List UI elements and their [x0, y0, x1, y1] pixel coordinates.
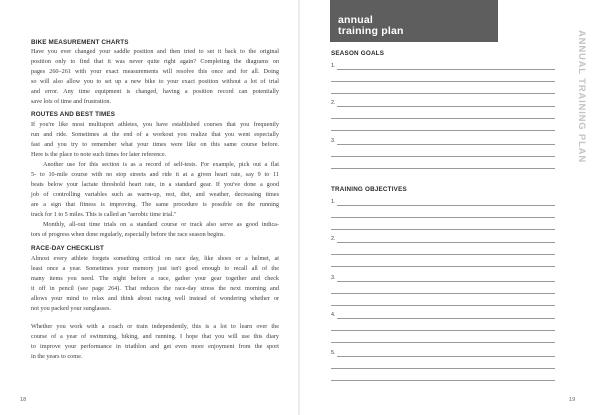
writing-line[interactable] [331, 81, 555, 82]
writing-line[interactable] [331, 254, 555, 255]
writing-line[interactable] [337, 318, 555, 319]
body-line: to improve your performance in triathlon and get even more enjoyment from the sport [31, 343, 279, 350]
writing-line[interactable] [337, 281, 555, 282]
writing-line[interactable] [337, 106, 555, 107]
writing-line[interactable] [331, 266, 555, 267]
body-line: tors of progress when done regularly, especially before the race season begins. [31, 231, 225, 238]
body-line: Here is the place to note such times for later reference. [31, 151, 167, 158]
body-line: and error. Any time equipment is changed, having a position record can potentially [31, 88, 279, 95]
body-line: are a sign that fitness is improving. The same procedure is possible on the running [31, 201, 279, 208]
body-line: Another use for this section is as a record of self-tests. For example, pick out a flat [43, 161, 279, 168]
body-line: Whether you work with a coach or train independently, this is a lot to learn over the [31, 323, 279, 330]
heading-race-day-checklist: RACE-DAY CHECKLIST [31, 245, 105, 252]
body-line: so will also allow you to set up a new bike to your exact position without a lot of trial [31, 78, 279, 85]
heading-season-goals: SEASON GOALS [331, 50, 385, 57]
objective-number: 3. [331, 275, 336, 281]
writing-line[interactable] [331, 330, 555, 331]
writing-line[interactable] [337, 356, 555, 357]
writing-line[interactable] [331, 368, 555, 369]
section-title-line1: annual [338, 14, 374, 26]
objective-number: 1. [331, 199, 336, 205]
section-title-block [330, 0, 498, 42]
body-line: Monthly, all-out time trials on a standard course or track also serve as good indica- [43, 221, 279, 228]
body-line: 5- to 10-mile course with no stop streets and ride it at a given heart rate, say 9 to 11 [31, 171, 279, 178]
writing-line[interactable] [331, 342, 555, 343]
body-line: least once a year. Sometimes your memory just isn't good enough to recall all of the [31, 265, 279, 272]
body-line: run and ride. Sometimes at the end of a workout you realize that you went especially [31, 131, 279, 138]
writing-line[interactable] [331, 305, 555, 306]
right-page [300, 0, 600, 415]
writing-line[interactable] [331, 380, 555, 381]
writing-line[interactable] [331, 217, 555, 218]
heading-routes-and-best-times: ROUTES AND BEST TIMES [31, 111, 116, 118]
writing-line[interactable] [331, 168, 555, 169]
body-line: allows your mind to relax and think about racing well instead of wondering whether or [31, 295, 279, 302]
writing-line[interactable] [331, 118, 555, 119]
writing-line[interactable] [337, 144, 555, 145]
goal-number: 3. [331, 138, 336, 144]
body-line: If you're like most multisport athletes, you have established courses that you frequently [31, 121, 279, 128]
body-line: position only to find that it was never quite right again? Completing the diagrams on [31, 58, 279, 65]
side-tab [573, 30, 587, 163]
side-tab-label: ANNUAL TRAINING PLAN [576, 30, 587, 163]
page-number-left: 18 [20, 397, 27, 403]
body-line: save lots of time and frustration. [31, 98, 112, 105]
writing-line[interactable] [331, 293, 555, 294]
page-number-right: 19 [569, 397, 576, 403]
objective-number: 2. [331, 236, 336, 242]
body-line: track for 1 to 5 miles. This is called an "aerobic time trial." [31, 211, 177, 218]
section-title-line2: training plan [338, 25, 404, 37]
writing-line[interactable] [337, 242, 555, 243]
body-line: Almost every athlete forgets something critical on race day, like shoes or a helmet, at [31, 255, 279, 262]
book-gutter [298, 0, 300, 415]
writing-line[interactable] [331, 229, 555, 230]
body-line: not you packed your sunglasses. [31, 305, 111, 312]
writing-line[interactable] [331, 93, 555, 94]
body-line: Have you ever changed your saddle position and then tried to set it back to the original [31, 48, 279, 55]
writing-line[interactable] [337, 205, 555, 206]
body-line: pages 260–261 with your exact measurements will resolve this once and for all. Doing [31, 68, 279, 75]
body-line: job of controlling variables such as warm-up, rest, diet, and weather, decreasing times [31, 191, 279, 198]
writing-line[interactable] [331, 156, 555, 157]
objective-number: 4. [331, 312, 336, 318]
heading-bike-measurement-charts: BIKE MEASUREMENT CHARTS [31, 39, 129, 46]
body-line: course of a year of swimming, biking, and running. I hope that you will use this diary [31, 333, 279, 340]
body-line: many items you need. The night before a race, gather your gear together and check [31, 275, 279, 282]
goal-number: 1. [331, 63, 336, 69]
body-line: in the years to come. [31, 353, 83, 360]
body-line: beats below your lactate threshold heart rate, in a standard gear. If you've done a good [31, 181, 279, 188]
body-line: fast and you try to remember what your times were like on this same course before. [31, 141, 279, 148]
goal-number: 2. [331, 100, 336, 106]
heading-training-objectives: TRAINING OBJECTIVES [331, 186, 407, 193]
objective-number: 5. [331, 350, 336, 356]
body-line: it off in pencil (see page 264). That reduces the race-day stress the next morning and [31, 285, 279, 292]
writing-line[interactable] [331, 130, 555, 131]
writing-line[interactable] [337, 69, 555, 70]
